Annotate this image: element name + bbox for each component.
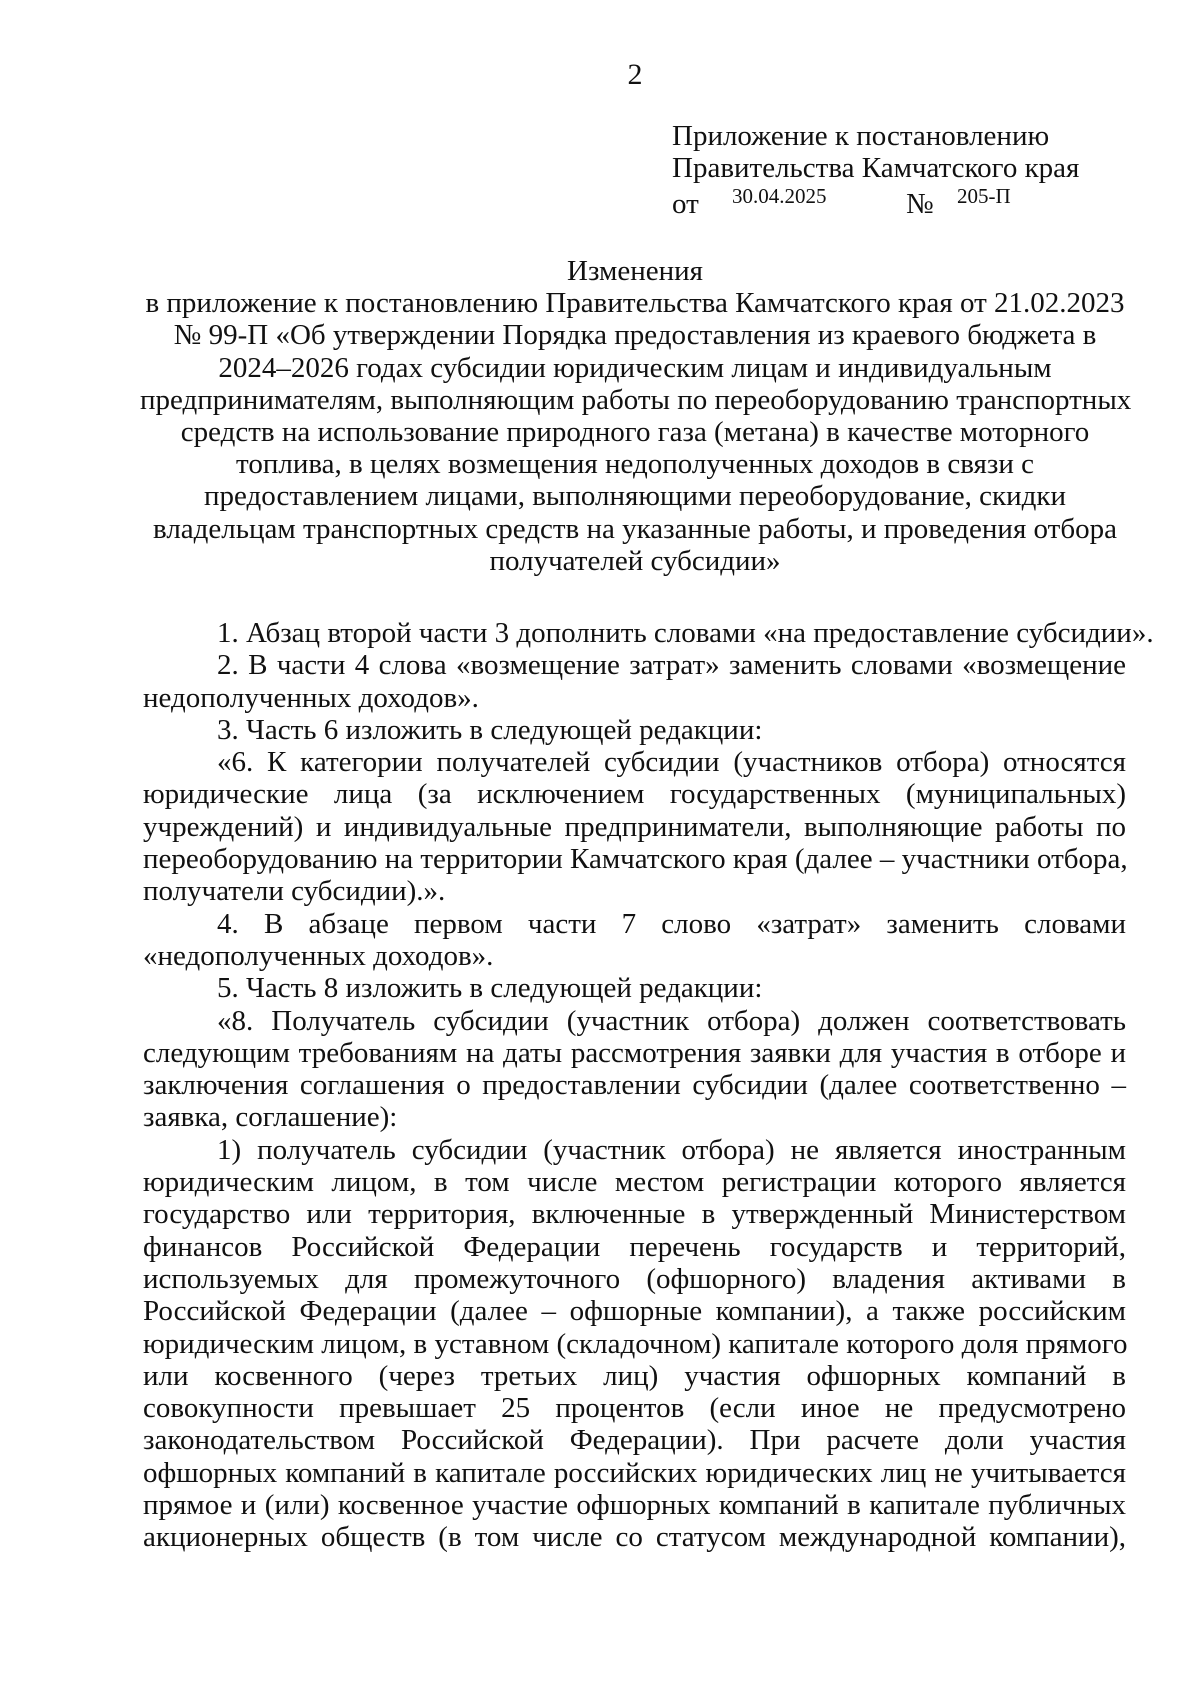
body-line: или косвенного (через третьих лиц) участия офшорных компаний в (143, 1359, 1126, 1392)
body-line: переоборудованию на территории Камчатского края (далее – участники отбора, (143, 843, 1128, 876)
body-line: прямое и (или) косвенное участие офшорных компаний в капитале публичных (143, 1489, 1126, 1522)
title-line: № 99-П «Об утверждении Порядка предоставления из краевого бюджета в (173, 319, 1097, 352)
body-line: акционерных обществ (в том числе со статусом международной компании), (143, 1521, 1126, 1554)
page-number: 2 (627, 58, 643, 91)
title-line: владельцам транспортных средств на указанные работы, и проведения отбора (153, 512, 1117, 545)
body-line: юридическим лицом, в том числе местом регистрации которого является (143, 1166, 1126, 1199)
title-line: топлива, в целях возмещения недополученных доходов в связи с (236, 448, 1034, 481)
title-line: получателей субсидии» (489, 544, 781, 577)
body-line: заключения соглашения о предоставлении субсидии (далее соответственно – (143, 1069, 1126, 1102)
body-line: юридическим лицом, в уставном (складочном) капитале которого доля прямого (143, 1327, 1128, 1360)
body-line: получатели субсидии).». (143, 875, 446, 908)
body-line: учреждений) и индивидуальные предприниматели, выполняющие работы по (143, 810, 1126, 843)
body-line: 5. Часть 8 изложить в следующей редакции: (217, 972, 763, 1005)
annex-number-label: № (906, 188, 934, 220)
annex-header (672, 120, 1132, 220)
body-line: «6. К категории получателей субсидии (участников отбора) относятся (217, 746, 1126, 779)
title-heading: Изменения (567, 255, 703, 287)
body-line: недополученных доходов». (143, 681, 479, 714)
title-line: предоставлением лицами, выполняющими переоборудование, скидки (204, 480, 1066, 513)
annex-from-label: от (672, 188, 699, 220)
body-line: 1) получатель субсидии (участник отбора) не является иностранным (217, 1133, 1126, 1166)
body-line: офшорных компаний в капитале российских юридических лиц не учитывается (143, 1456, 1126, 1489)
title-line: 2024–2026 годах субсидии юридическим лицам и индивидуальным (218, 351, 1052, 384)
title-lines (140, 287, 1130, 577)
annex-date: 30.04.2025 (732, 184, 827, 208)
title-line: средств на использование природного газа (метана) в качестве моторного (180, 416, 1090, 449)
body-line: «недополученных доходов». (143, 939, 494, 972)
body-line: 1. Абзац второй части 3 дополнить словами «на предоставление субсидии». (217, 617, 1154, 649)
body-line: Российской Федерации (далее – офшорные компании), а также российским (143, 1295, 1126, 1328)
annex-line-2: Правительства Камчатского края (672, 152, 1080, 184)
body-line: используемых для промежуточного (офшорного) владения активами в (143, 1262, 1126, 1295)
body-line: «8. Получатель субсидии (участник отбора) должен соответствовать (217, 1004, 1126, 1037)
body-line: 2. В части 4 слова «возмещение затрат» заменить словами «возмещение (217, 649, 1126, 682)
body-line: заявка, соглашение): (143, 1101, 398, 1134)
document-body (143, 617, 1154, 1554)
title-line: предпринимателям, выполняющим работы по переоборудованию транспортных (140, 383, 1132, 416)
title-line: в приложение к постановлению Правительства Камчатского края от 21.02.2023 (145, 287, 1125, 320)
body-line: государство или территория, включенные в утвержденный Министерством (143, 1198, 1126, 1231)
annex-line-1: Приложение к постановлению (672, 120, 1050, 152)
body-line: 3. Часть 6 изложить в следующей редакции: (217, 713, 763, 746)
body-line: финансов Российской Федерации перечень государств и территорий, (143, 1230, 1126, 1263)
body-line: законодательством Российской Федерации). При расчете доли участия (143, 1424, 1126, 1457)
body-line: совокупности превышает 25 процентов (если иное не предусмотрено (143, 1392, 1126, 1425)
annex-reference (672, 184, 1132, 220)
body-line: следующим требованиям на даты рассмотрения заявки для участия в отборе и (143, 1036, 1126, 1069)
annex-number: 205-П (957, 184, 1011, 208)
body-line: 4. В абзаце первом части 7 слово «затрат» заменить словами (217, 907, 1126, 940)
document-title (140, 255, 1130, 577)
body-line: юридические лица (за исключением государственных (муниципальных) (143, 778, 1126, 811)
